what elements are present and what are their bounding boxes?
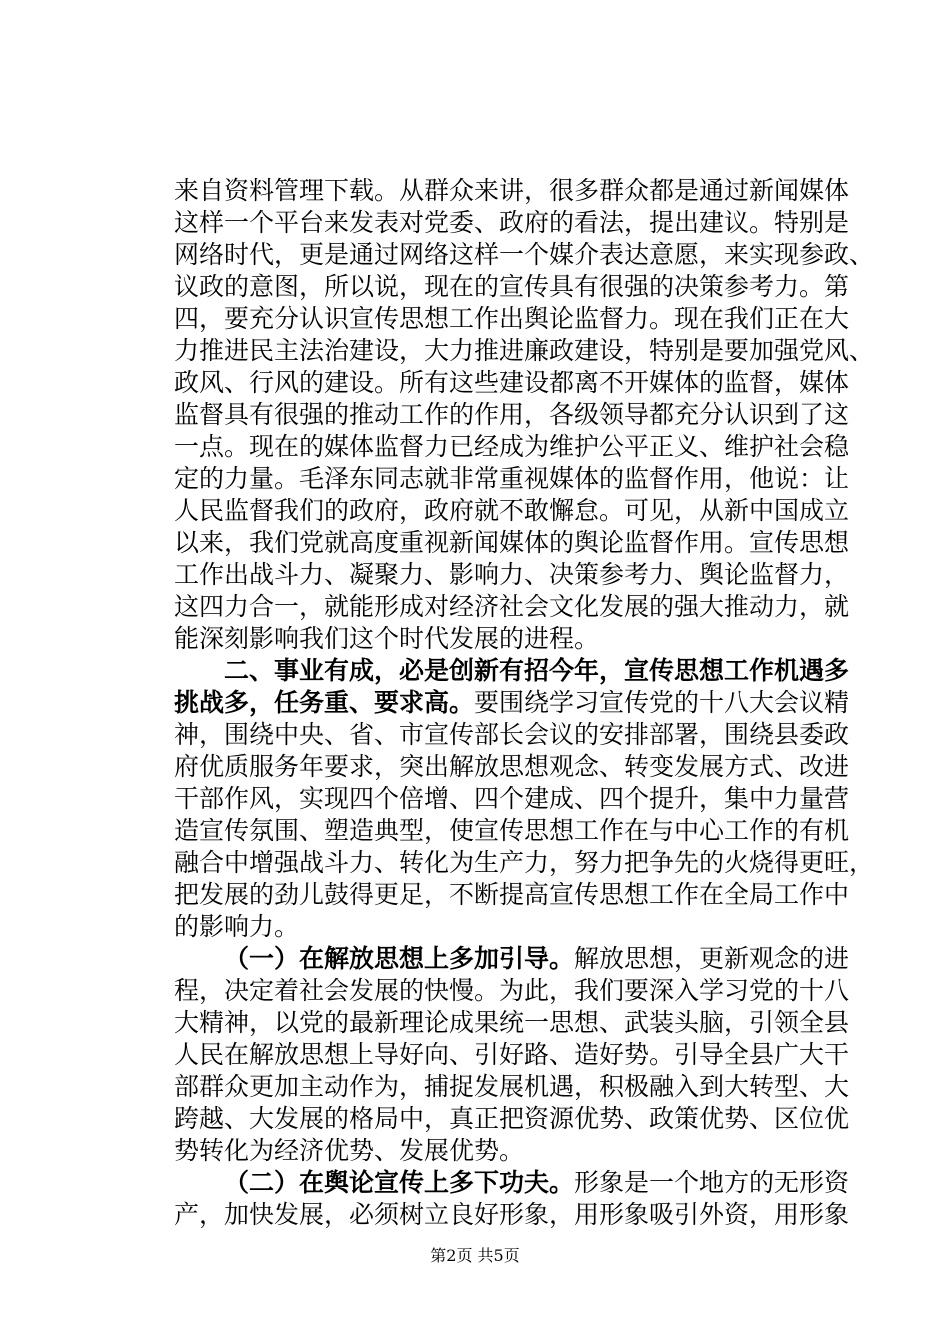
text-line bbox=[174, 271, 850, 303]
paragraph bbox=[174, 943, 850, 1167]
text-segment: 形象是一个地方的无形资 bbox=[574, 1168, 850, 1197]
text-segment: 定的力量。毛泽东同志就非常重视媒体的监督作用，他说：让 bbox=[174, 464, 850, 493]
text-line bbox=[174, 175, 850, 207]
text-line bbox=[174, 527, 850, 559]
text-segment: 来自资料管理下载。从群众来讲，很多群众都是通过新闻媒体 bbox=[174, 176, 850, 205]
text-line bbox=[174, 207, 850, 239]
text-segment: 议政的意图，所以说，现在的宣传具有很强的决策参考力。第 bbox=[174, 272, 850, 301]
text-line bbox=[174, 783, 850, 815]
text-line bbox=[174, 463, 850, 495]
bold-text-segment: 二、事业有成，必是创新有招今年，宣传思想工作机遇多 bbox=[224, 656, 850, 685]
text-line bbox=[174, 655, 850, 687]
text-segment: 势转化为经济优势、发展优势。 bbox=[174, 1136, 525, 1165]
bold-text-segment: （二）在舆论宣传上多下功夫。 bbox=[224, 1168, 575, 1197]
text-line bbox=[174, 1199, 850, 1231]
text-line bbox=[174, 719, 850, 751]
text-line bbox=[174, 367, 850, 399]
text-line bbox=[174, 559, 850, 591]
text-segment: 一点。现在的媒体监督力已经成为维护公平正义、维护社会稳 bbox=[174, 432, 850, 461]
text-line bbox=[174, 847, 875, 879]
text-line bbox=[174, 943, 850, 975]
text-line bbox=[174, 495, 850, 527]
text-line bbox=[174, 335, 875, 367]
text-line bbox=[174, 751, 850, 783]
text-segment: 神，围绕中央、省、市宣传部长会议的安排部署，围绕县委政 bbox=[174, 720, 850, 749]
bold-text-segment: （一）在解放思想上多加引导。 bbox=[224, 944, 575, 973]
text-segment: 力推进民主法治建设，大力推进廉政建设，特别是要加强党风、 bbox=[174, 336, 875, 365]
text-segment: 造宣传氛围、塑造典型，使宣传思想工作在与中心工作的有机 bbox=[174, 816, 850, 845]
text-line bbox=[174, 1007, 850, 1039]
text-segment: 政风、行风的建设。所有这些建设都离不开媒体的监督，媒体 bbox=[174, 368, 850, 397]
text-line bbox=[174, 911, 834, 943]
text-segment: 干部作风，实现四个倍增、四个建成、四个提升，集中力量营 bbox=[174, 784, 850, 813]
bold-text-segment: 挑战多，任务重、要求高。 bbox=[174, 688, 475, 717]
text-segment: 监督具有很强的推动工作的作用，各级领导都充分认识到了这 bbox=[174, 400, 850, 429]
text-segment: 这样一个平台来发表对党委、政府的看法，提出建议。特别是 bbox=[174, 208, 850, 237]
text-segment: 能深刻影响我们这个时代发展的进程。 bbox=[174, 624, 600, 653]
paragraph bbox=[174, 655, 875, 943]
text-line bbox=[174, 239, 875, 271]
text-segment: 府优质服务年要求，突出解放思想观念、转变发展方式、改进 bbox=[174, 752, 850, 781]
document-body bbox=[174, 175, 875, 1231]
text-segment: 要围绕学习宣传党的十八大会议精 bbox=[474, 688, 850, 717]
text-segment: 人民在解放思想上导好向、引好路、造好势。引导全县广大干 bbox=[174, 1040, 850, 1069]
text-line bbox=[174, 815, 850, 847]
paragraph bbox=[174, 175, 875, 655]
text-line bbox=[174, 591, 850, 623]
text-line bbox=[174, 1039, 850, 1071]
paragraph bbox=[174, 1167, 850, 1231]
text-segment: 产，加快发展，必须树立良好形象，用形象吸引外资，用形象 bbox=[174, 1200, 850, 1229]
text-line bbox=[174, 1135, 834, 1167]
text-line bbox=[174, 399, 850, 431]
text-segment: 人民监督我们的政府，政府就不敢懈怠。可见，从新中国成立 bbox=[174, 496, 850, 525]
text-segment: 的影响力。 bbox=[174, 912, 300, 941]
text-segment: 大精神，以党的最新理论成果统一思想、武装头脑，引领全县 bbox=[174, 1008, 850, 1037]
text-line bbox=[174, 1103, 850, 1135]
text-line bbox=[174, 879, 850, 911]
text-line bbox=[174, 1167, 850, 1199]
text-segment: 网络时代，更是通过网络这样一个媒介表达意愿，来实现参政、 bbox=[174, 240, 875, 269]
text-segment: 以来，我们党就高度重视新闻媒体的舆论监督作用。宣传思想 bbox=[174, 528, 850, 557]
text-line bbox=[174, 431, 850, 463]
text-segment: 程，决定着社会发展的快慢。为此，我们要深入学习党的十八 bbox=[174, 976, 850, 1005]
text-segment: 融合中增强战斗力、转化为生产力，努力把争先的火烧得更旺， bbox=[174, 848, 875, 877]
text-line bbox=[174, 623, 834, 655]
text-segment: 部群众更加主动作为，捕捉发展机遇，积极融入到大转型、大 bbox=[174, 1072, 850, 1101]
text-segment: 工作出战斗力、凝聚力、影响力、决策参考力、舆论监督力， bbox=[174, 560, 850, 589]
page-footer: 第2页 共5页 bbox=[430, 1246, 520, 1265]
text-segment: 把发展的劲儿鼓得更足，不断提高宣传思想工作在全局工作中 bbox=[174, 880, 850, 909]
text-segment: 四，要充分认识宣传思想工作出舆论监督力。现在我们正在大 bbox=[174, 304, 850, 333]
text-segment: 解放思想，更新观念的进 bbox=[574, 944, 850, 973]
text-line bbox=[174, 1071, 850, 1103]
text-line bbox=[174, 687, 850, 719]
text-segment: 跨越、大发展的格局中，真正把资源优势、政策优势、区位优 bbox=[174, 1104, 850, 1133]
text-line bbox=[174, 975, 850, 1007]
text-segment: 这四力合一，就能形成对经济社会文化发展的强大推动力，就 bbox=[174, 592, 850, 621]
text-line bbox=[174, 303, 850, 335]
